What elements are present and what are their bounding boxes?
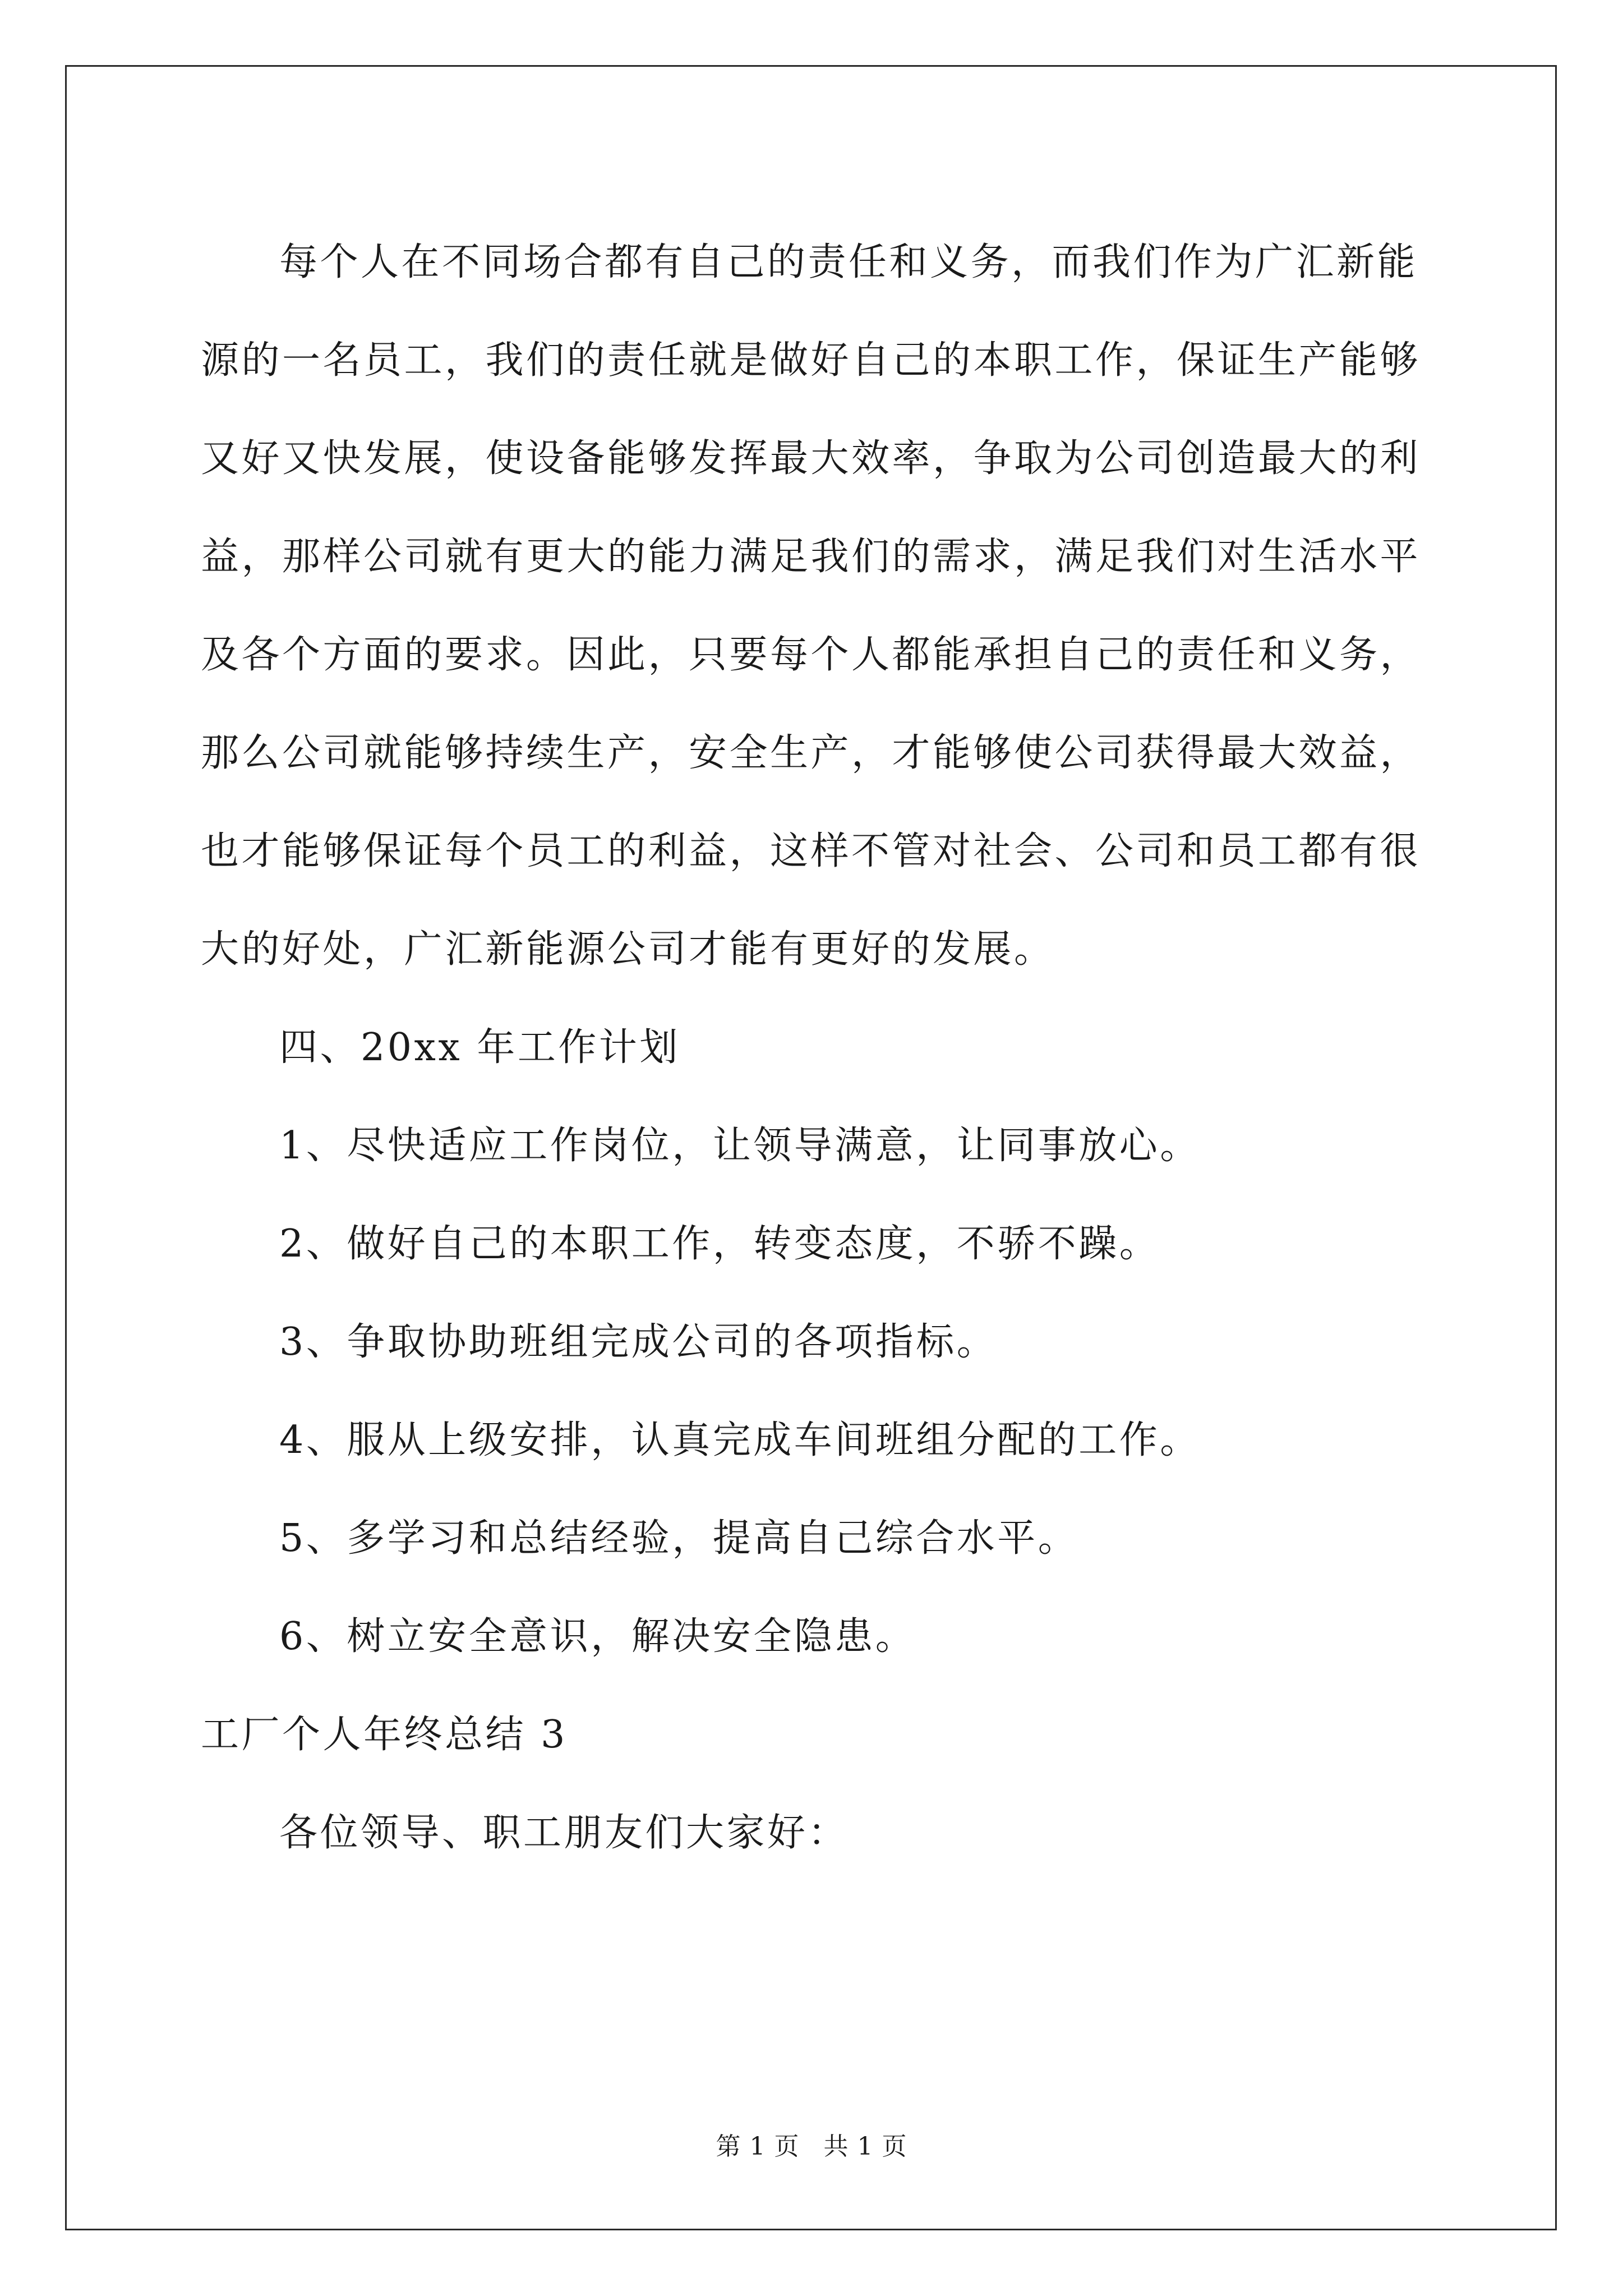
page-footer [0, 2126, 1623, 2162]
paragraph-line: 益，那样公司就有更大的能力满足我们的需求，满足我们对生活水平 [201, 535, 1421, 579]
plan-item: 2、做好自己的本职工作，转变态度，不骄不躁。 [279, 1222, 1160, 1266]
section-heading: 四、20xx 年工作计划 [279, 1025, 680, 1070]
paragraph-line: 源的一名员工，我们的责任就是做好自己的本职工作，保证生产能够 [201, 338, 1421, 383]
page-total: 共 1 页 [823, 2132, 907, 2161]
document-body [201, 213, 1429, 1882]
paragraph-line: 也才能够保证每个员工的利益，这样不管对社会、公司和员工都有很 [201, 829, 1421, 873]
paragraph-line: 大的好处，广汇新能源公司才能有更好的发展。 [201, 927, 1055, 972]
plan-item: 4、服从上级安排，认真完成车间班组分配的工作。 [279, 1418, 1201, 1462]
plan-item: 5、多学习和总结经验，提高自己综合水平。 [279, 1516, 1079, 1561]
plan-item: 3、争取协助班组完成公司的各项指标。 [279, 1320, 998, 1364]
document-title: 工厂个人年终总结 3 [201, 1713, 568, 1757]
paragraph-line: 每个人在不同场合都有自己的责任和义务，而我们作为广汇新能 [279, 240, 1418, 284]
paragraph-line: 又好又快发展，使设备能够发挥最大效率，争取为公司创造最大的利 [201, 436, 1421, 481]
plan-item: 1、尽快适应工作岗位，让领导满意，让同事放心。 [279, 1124, 1201, 1168]
paragraph-line: 及各个方面的要求。因此，只要每个人都能承担自己的责任和义务， [201, 633, 1421, 677]
greeting: 各位领导、职工朋友们大家好： [279, 1811, 849, 1855]
page-number: 第 1 页 [716, 2132, 800, 2161]
plan-item: 6、树立安全意识，解决安全隐患。 [279, 1614, 916, 1659]
paragraph-line: 那么公司就能够持续生产，安全生产，才能够使公司获得最大效益， [201, 731, 1421, 775]
